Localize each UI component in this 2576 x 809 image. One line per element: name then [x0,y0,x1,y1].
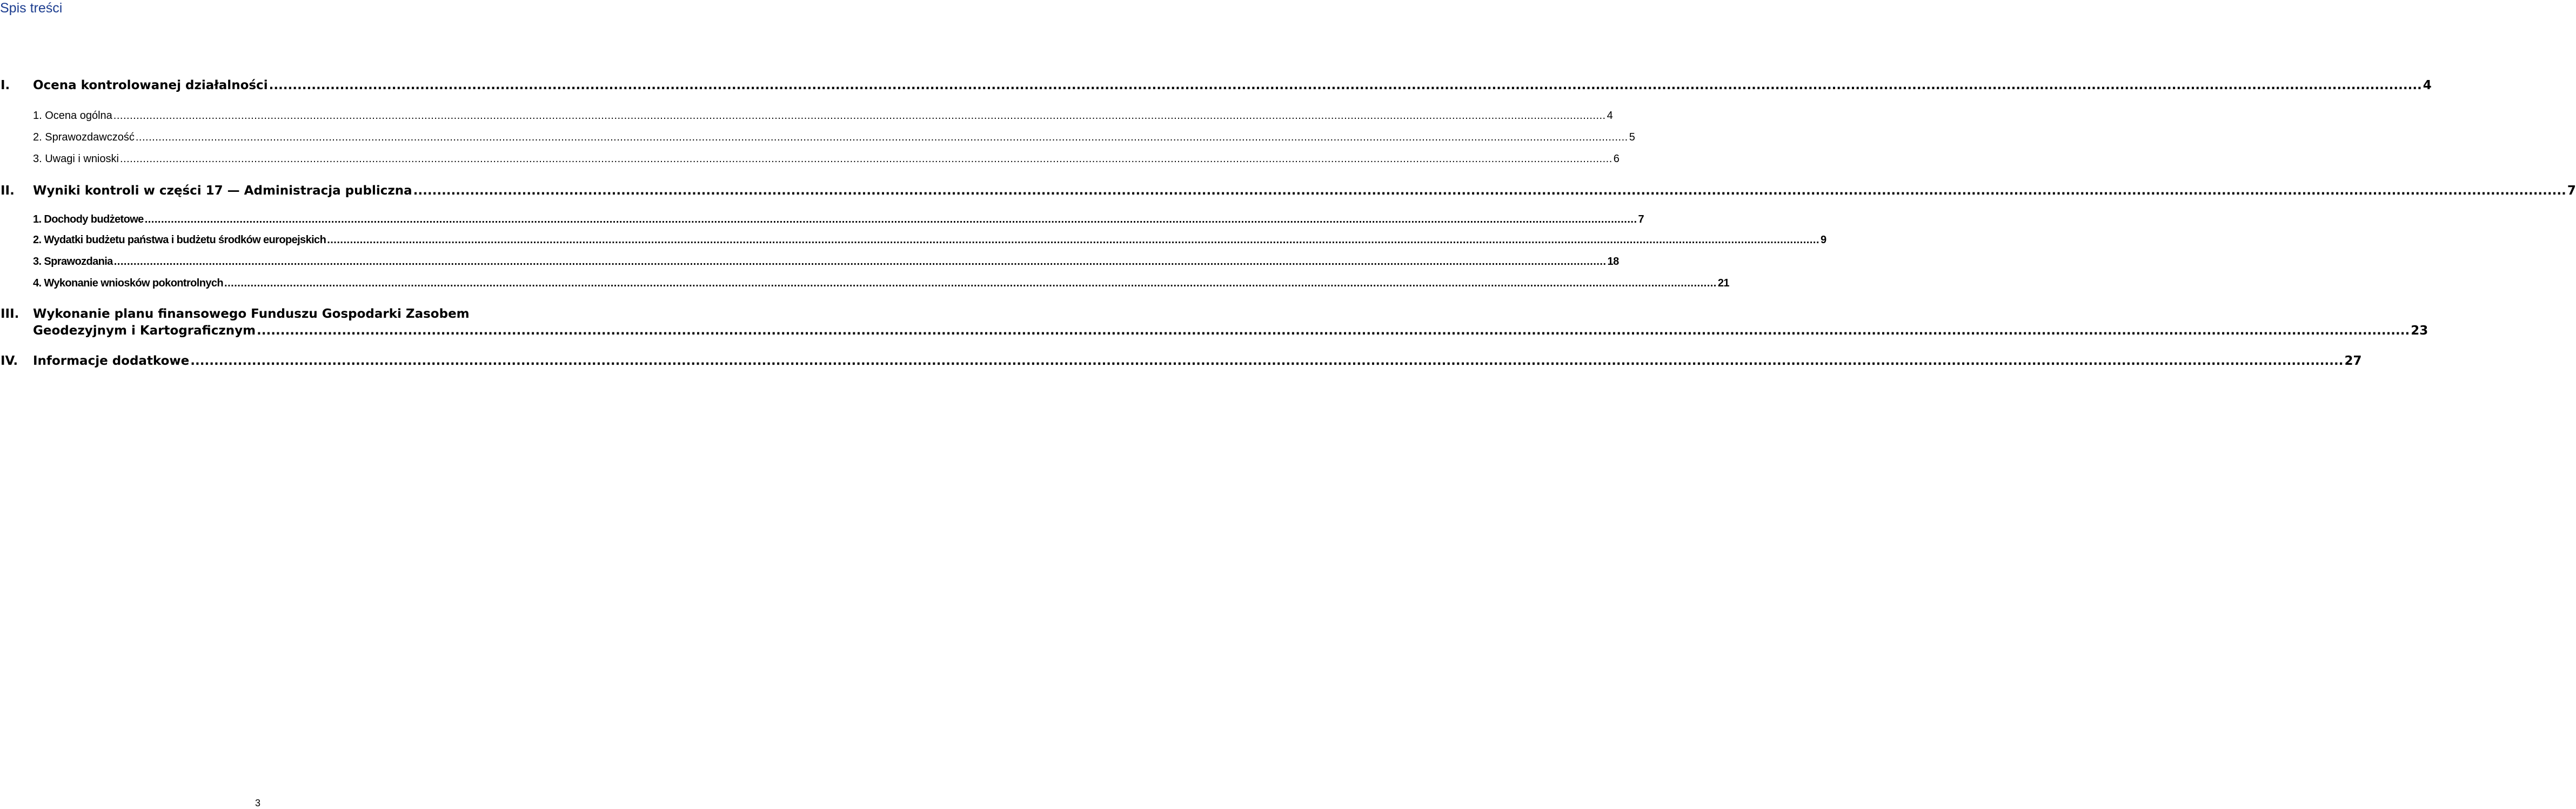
dot-leader [120,153,1612,165]
toc-page-number: 7 [1638,213,1644,225]
toc-entry-section-1[interactable] [1,78,2432,92]
dot-leader [145,213,1637,226]
toc-entry-label: 2. Wydatki budżetu państwa i budżetu środków europejskich [33,234,326,246]
toc-page-number: 4 [1607,110,1613,122]
toc-entry-section-4[interactable] [1,354,2362,368]
toc-entry-section-3[interactable] [33,324,2428,338]
toc-page-number: 9 [1821,234,1826,246]
toc-entry-section-2[interactable] [1,184,2576,198]
toc-page-number: 6 [1613,153,1620,165]
toc-page-number: 27 [2344,354,2362,368]
dot-leader [136,131,1628,144]
toc-entry-label-line1[interactable]: Wykonanie planu finansowego Funduszu Gospodarki Zasobem [33,307,470,321]
dot-leader [413,184,2566,198]
page-title: Spis treści [0,1,63,16]
dot-leader [190,354,2343,368]
toc-entry-label: 1. Ocena ogólna [33,110,112,122]
toc-entry-label: Wyniki kontroli w części 17 — Administracja publiczna [33,184,412,198]
dot-leader [327,234,1819,246]
toc-page-number: 5 [1629,131,1635,143]
toc-page-number: 23 [2411,324,2428,338]
dot-leader [257,324,2410,338]
toc-entry-label: Ocena kontrolowanej działalności [33,78,268,92]
dot-leader [269,78,2422,92]
toc-entry-label: 2. Sprawozdawczość [33,131,135,143]
toc-entry-subsection[interactable] [33,213,1644,226]
dot-leader [113,110,1606,122]
toc-entry-label: 3. Sprawozdania [33,256,113,268]
toc-page-number: 4 [2423,78,2432,92]
toc-entry-label: 4. Wykonanie wniosków pokontrolnych [33,277,224,289]
toc-entry-label-line2: Geodezyjnym i Kartograficznym [33,324,256,338]
toc-entry-subsection[interactable] [33,131,1635,144]
section-number: III. [1,307,19,321]
toc-entry-label: Informacje dodatkowe [33,354,190,368]
section-number: I. [1,78,10,92]
section-number: II. [1,184,15,198]
toc-entry-label: 1. Dochody budżetowe [33,213,144,225]
toc-entry-subsection[interactable] [33,234,1826,246]
toc-page-number: 7 [2567,184,2576,198]
section-number: IV. [1,354,18,368]
toc-entry-subsection[interactable] [33,256,1619,268]
toc-entry-subsection[interactable] [33,277,1729,290]
toc-page-number: 18 [1607,256,1619,268]
dot-leader [114,256,1607,268]
toc-entry-subsection[interactable] [33,153,1620,165]
toc-entry-label: 3. Uwagi i wnioski [33,153,119,165]
page-number: 3 [255,798,261,808]
toc-entry-subsection[interactable] [33,110,1613,122]
dot-leader [224,277,1717,290]
toc-page-number: 21 [1717,277,1729,289]
